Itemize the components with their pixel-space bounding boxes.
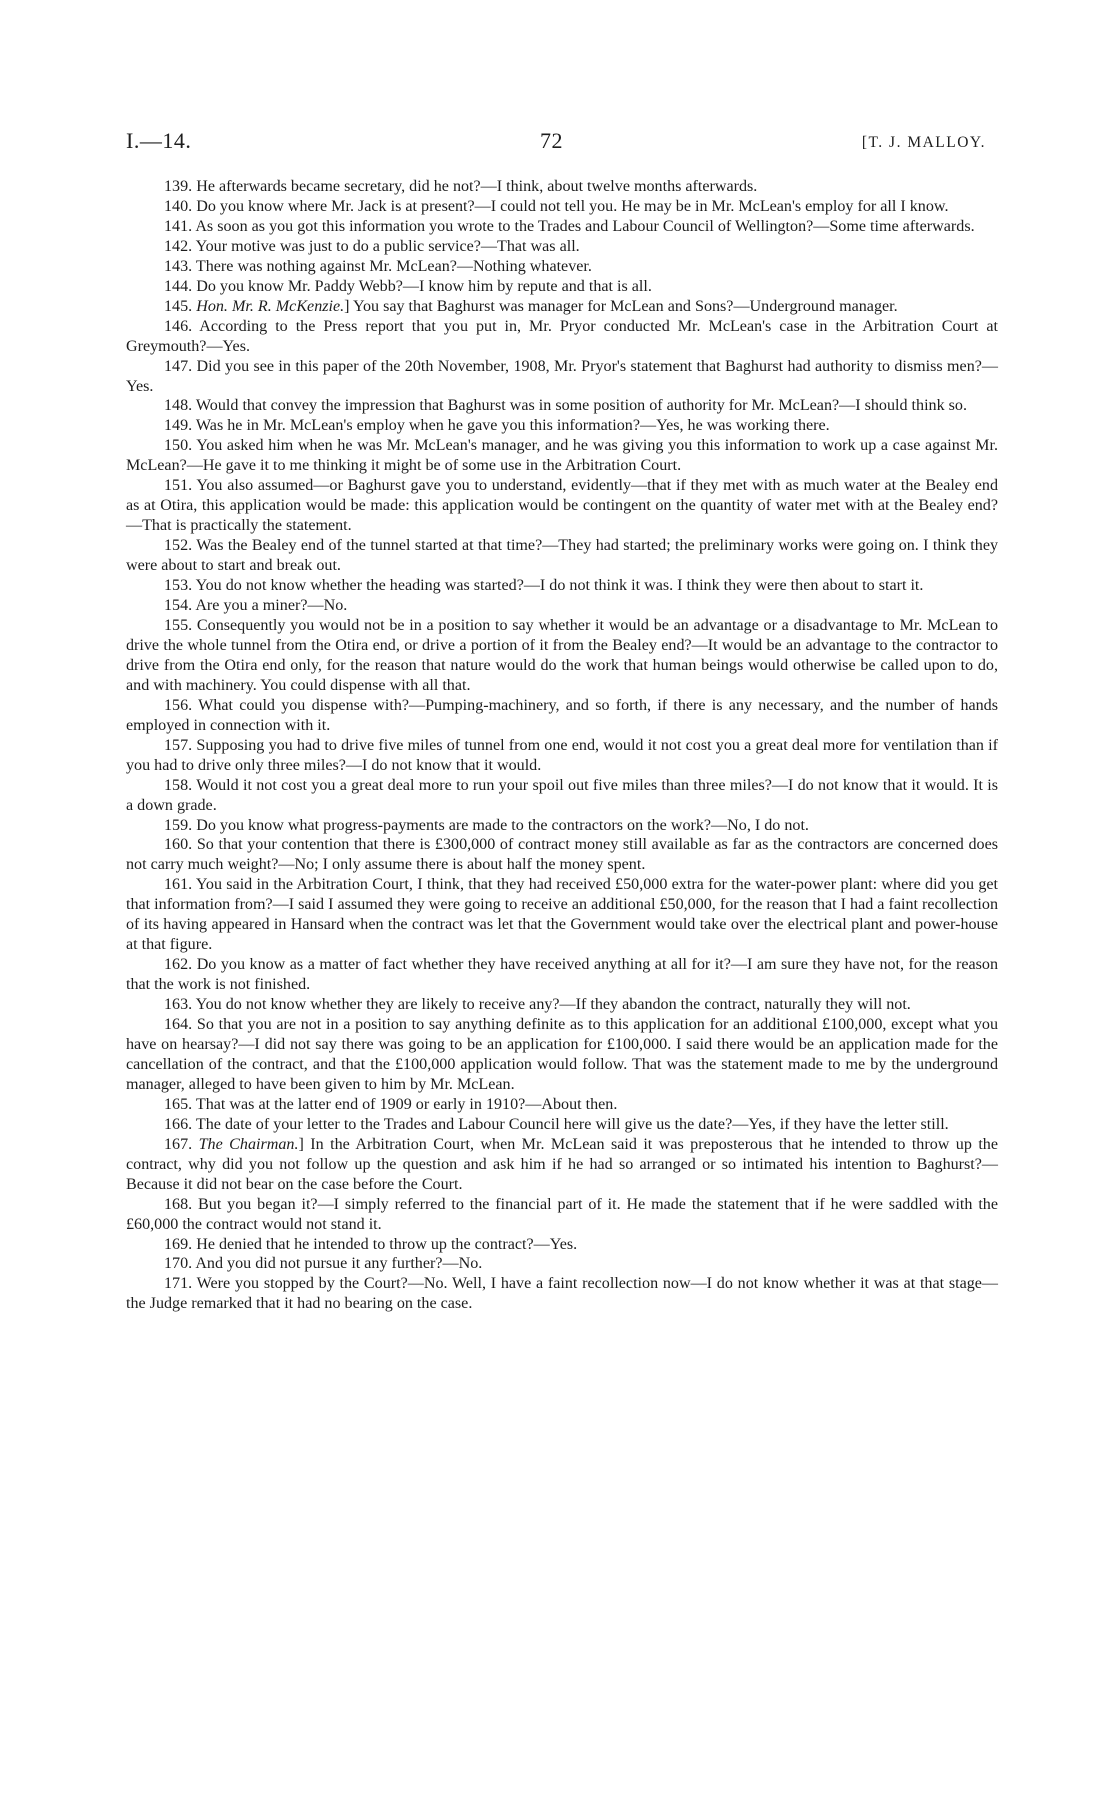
question-answer-text: So that you are not in a position to say anything definite as to this application for an additional £100,000, except what you have on hearsay?—I did not say there was going to be an application for £100,000. I said there would be an application made for the cancellation of the contract, and that the £100,000 application would follow. That was the statement made to me by the underground manager, alleged to have been given to him by Mr. McLean. [126,1016,998,1093]
question-answer-paragraph [126,1274,998,1314]
question-answer-text: So that your contention that there is £300,000 of contract money still available as far as the contractors are concerned does not carry much weight?—No; I only assume there is about half the money spent. [126,836,998,874]
question-number: 150. [164,437,193,455]
question-number: 139. [164,178,193,195]
question-answer-paragraph [126,736,998,776]
question-answer-paragraph [126,217,998,237]
question-number: 151. [164,477,193,495]
question-answer-text: Were you stopped by the Court?—No. Well, I have a faint recollection now—I do not know whether it was at that stage—the Judge remarked that it had no bearing on the case. [126,1275,998,1313]
question-answer-text: Do you know Mr. Paddy Webb?—I know him by repute and that is all. [196,277,652,295]
question-answer-paragraph [126,1195,998,1235]
question-number: 159. [164,816,193,834]
question-number: 142. [164,237,193,255]
question-number: 155. [164,616,193,634]
question-answer-text: But you began it?—I simply referred to the financial part of it. He made the statement that if he were saddled with the £60,000 the contract would not stand it. [126,1195,998,1233]
question-number: 160. [164,836,193,854]
question-number: 158. [164,776,193,794]
question-number: 148. [164,397,193,415]
question-number: 156. [164,696,193,714]
question-answer-text: Did you see in this paper of the 20th November, 1908, Mr. Pryor's statement that Baghurst had authority to dismiss men?—Yes. [126,357,998,395]
question-answer-text: Supposing you had to drive five miles of tunnel from one end, would it not cost you a great deal more for ventilation than if you had to drive only three miles?—I do not know that it would. [126,736,998,774]
question-answer-text: Consequently you would not be in a position to say whether it would be an advantage or a disadvantage to Mr. McLean to drive the whole tunnel from the Otira end, or drive a portion of it from the Bealey end?—It would be an advantage to the contractor to drive from the Otira end only, for the reason that nature would do the work that human beings would otherwise be called upon to do, and with machinery. You could dispense with all that. [126,616,998,694]
document-body [126,177,998,1314]
question-answer-paragraph [126,576,998,596]
question-answer-text: There was nothing against Mr. McLean?—Nothing whatever. [195,257,592,275]
question-number: 163. [164,996,193,1014]
question-answer-paragraph [126,1015,998,1095]
question-answer-paragraph [126,616,998,696]
question-number: 161. [164,876,193,894]
question-answer-paragraph [126,1135,998,1195]
question-answer-paragraph [126,197,998,217]
question-answer-paragraph [126,536,998,576]
question-answer-text: You do not know whether the heading was started?—I do not think it was. I think they were then about to start it. [195,577,924,595]
question-answer-text: You do not know whether they are likely to receive any?—If they abandon the contract, naturally they will not. [195,996,911,1014]
question-answer-paragraph [126,297,998,317]
question-answer-paragraph [126,696,998,736]
question-number: 149. [164,417,193,435]
question-answer-text: ] You say that Baghurst was manager for McLean and Sons?—Underground manager. [344,297,898,315]
question-answer-paragraph [126,596,998,616]
question-number: 168. [164,1195,193,1213]
question-answer-text: He afterwards became secretary, did he not?—I think, about twelve months afterwards. [196,178,758,195]
question-answer-text: Do you know where Mr. Jack is at present?—I could not tell you. He may be in Mr. McLean's employ for all I know. [196,197,949,215]
question-number: 165. [164,1095,193,1113]
question-number: 143. [164,257,193,275]
question-answer-paragraph [126,1115,998,1135]
question-number: 154. [164,597,193,615]
question-answer-text: Was the Bealey end of the tunnel started at that time?—They had started; the preliminary works were going on. I think they were about to start and break out. [126,537,999,575]
question-answer-text: That was at the latter end of 1909 or early in 1910?—About then. [195,1095,618,1113]
question-number: 147. [164,357,193,375]
speaker-name: The Chairman. [198,1135,299,1153]
question-answer-text: Would it not cost you a great deal more to run your spoil out five miles than three miles?—I do not know that it would. It is a down grade. [126,776,998,814]
question-answer-paragraph [126,277,998,297]
question-number: 157. [164,736,193,754]
question-answer-text: He denied that he intended to throw up the contract?—Yes. [196,1235,578,1253]
question-answer-text: You asked him when he was Mr. McLean's manager, and he was giving you this information to work up a case against Mr. McLean?—He gave it to me thinking it might be of some use in the Arbitration Court. [126,437,998,475]
question-number: 144. [164,277,193,295]
question-answer-paragraph [126,237,998,257]
page-number: 72 [540,128,563,153]
question-answer-text: The date of your letter to the Trades and Labour Council here will give us the date?—Yes, if they have the letter still. [195,1115,949,1133]
question-answer-paragraph [126,177,998,197]
question-answer-paragraph [126,317,998,357]
question-number: 146. [164,317,193,335]
question-answer-paragraph [126,776,998,816]
question-answer-text: And you did not pursue it any further?—No. [195,1255,483,1273]
question-answer-paragraph [126,257,998,277]
question-number: 167. [164,1135,193,1153]
question-answer-paragraph [126,995,998,1015]
question-answer-text: What could you dispense with?—Pumping-machinery, and so forth, if there is any necessary, and the number of hands employed in connection with it. [126,696,998,734]
question-answer-paragraph [126,875,998,955]
question-answer-text: According to the Press report that you put in, Mr. Pryor conducted Mr. McLean's case in the Arbitration Court at Greymouth?—Yes. [126,317,998,355]
question-number: 145. [164,297,193,315]
question-number: 141. [164,217,193,235]
question-number: 166. [164,1115,193,1133]
question-answer-text: Do you know as a matter of fact whether they have received anything at all for it?—I am sure they have not, for the reason that the work is not finished. [126,956,998,994]
header-reference: I.—14. [126,128,192,153]
question-answer-paragraph [126,416,998,436]
question-answer-text: You also assumed—or Baghurst gave you to understand, evidently—that if they met with as much water at the Bealey end as at Otira, this application would be made: this application would be contingent on the quantity of water met with at the Bealey end?—That is practically the statement. [126,477,998,535]
question-answer-text: Your motive was just to do a public service?—That was all. [195,237,580,255]
question-answer-text: Do you know what progress-payments are made to the contractors on the work?—No, I do not. [196,816,809,834]
question-number: 169. [164,1235,193,1253]
header-witness-name: [T. J. MALLOY. [861,134,986,151]
question-number: 152. [164,537,193,555]
question-answer-paragraph [126,476,998,536]
question-answer-text: ] In the Arbitration Court, when Mr. McLean said it was preposterous that he intended to throw up the contract, why did you not follow up the question and ask him if he had so arranged or so intimated his intention to Baghurst?—Because it did not bear on the case before the Court. [126,1135,998,1193]
question-number: 153. [164,577,193,595]
question-number: 170. [164,1255,193,1273]
question-answer-text: As soon as you got this information you wrote to the Trades and Labour Council of Wellington?—Some time afterwards. [195,217,975,235]
question-answer-paragraph [126,357,998,397]
question-answer-paragraph [126,436,998,476]
question-answer-text: You said in the Arbitration Court, I think, that they had received £50,000 extra for the water-power plant: where did you get that information from?—I said I assumed they were going to receive an additional £50,000, for the reason that I had a faint recollection of its having appeared in Hansard when the contract was let that the Government would take over the electrical plant and power-house at that figure. [126,876,998,954]
question-number: 164. [164,1016,193,1034]
question-answer-paragraph [126,1254,998,1274]
question-answer-paragraph [126,955,998,995]
question-answer-paragraph [126,1235,998,1255]
speaker-name: Hon. Mr. R. McKenzie. [196,297,345,315]
question-answer-paragraph [126,396,998,416]
question-number: 140. [164,197,193,215]
question-answer-paragraph [126,835,998,875]
question-answer-text: Would that convey the impression that Baghurst was in some position of authority for Mr. McLean?—I should think so. [195,397,967,415]
question-answer-paragraph [126,1095,998,1115]
question-answer-text: Was he in Mr. McLean's employ when he gave you this information?—Yes, he was working there. [195,417,830,435]
question-answer-text: Are you a miner?—No. [195,597,348,615]
question-number: 162. [164,956,193,974]
question-number: 171. [164,1275,193,1293]
question-answer-paragraph [126,816,998,836]
